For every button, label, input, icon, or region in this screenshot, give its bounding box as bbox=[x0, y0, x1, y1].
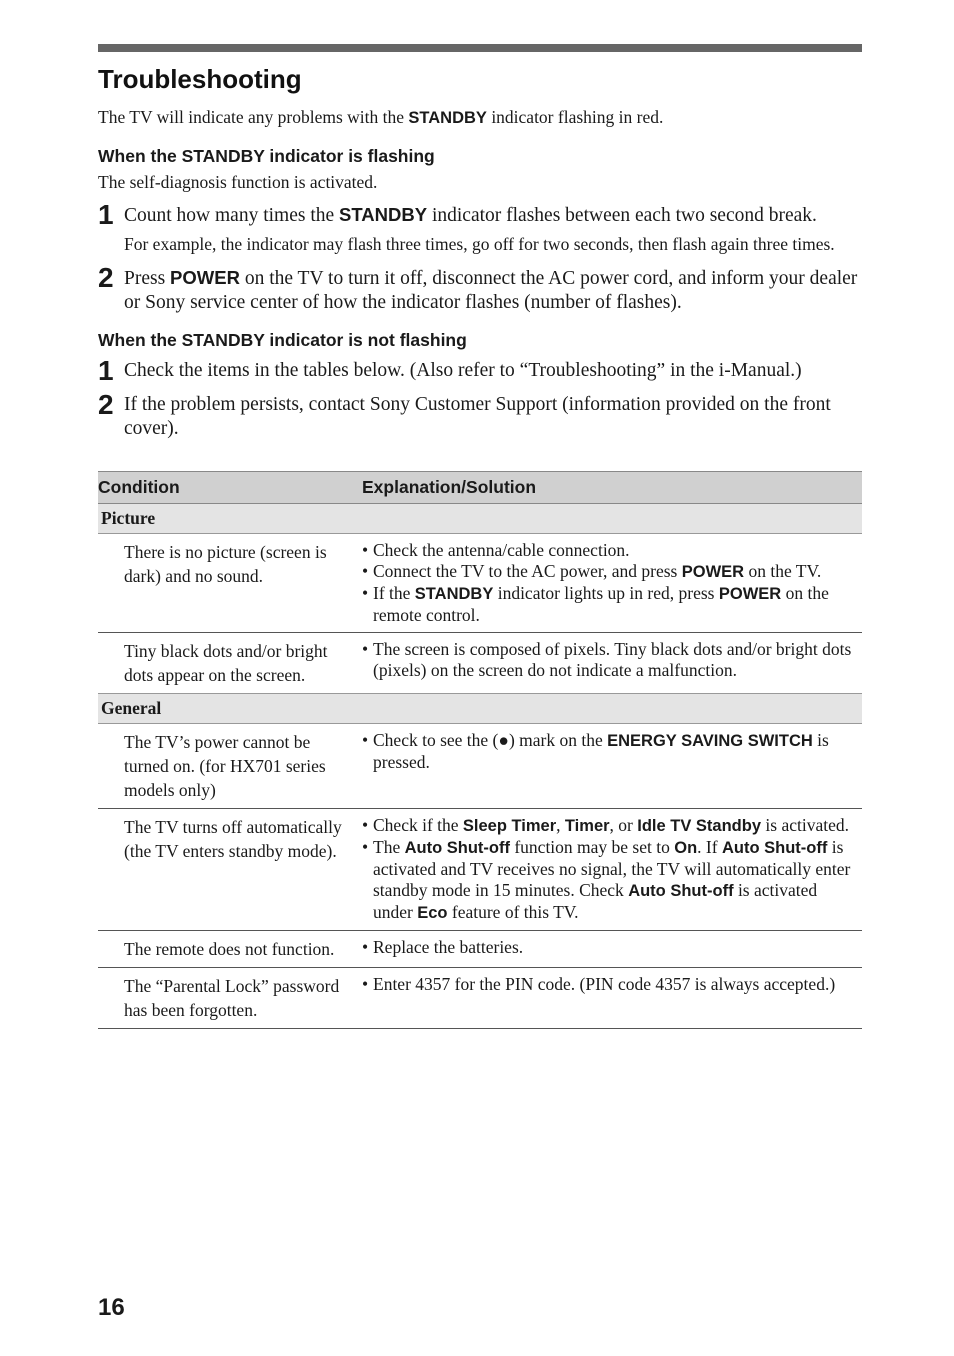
circle-mark-icon: ● bbox=[498, 730, 509, 750]
column-header-condition: Condition bbox=[98, 472, 350, 504]
page bbox=[98, 44, 862, 1029]
condition-cell: Tiny black dots and/or bright dots appear on the screen. bbox=[124, 641, 328, 685]
solution-bullet: • Enter 4357 for the PIN code. (PIN code 4357 is always accepted.) bbox=[362, 974, 858, 995]
flashing-step-2 bbox=[98, 262, 862, 315]
solution-bullet: • Check to see the (●) mark on the ENERGY SAVING SWITCH is pressed. bbox=[362, 730, 858, 773]
step-number: 2 bbox=[98, 262, 114, 293]
condition-cell: The remote does not function. bbox=[98, 931, 350, 968]
page-title: Troubleshooting bbox=[98, 64, 302, 94]
condition-cell: There is no picture (screen is dark) and no sound. bbox=[98, 534, 350, 633]
heading-flashing: When the STANDBY indicator is flashing bbox=[98, 146, 435, 166]
solution-cell bbox=[350, 724, 862, 809]
solution-cell bbox=[350, 633, 862, 694]
section-label: General bbox=[98, 694, 862, 724]
table-row bbox=[98, 931, 862, 968]
solution-bullet: • Check the antenna/cable connection. bbox=[362, 540, 858, 561]
step-text: Press POWER on the TV to turn it off, disconnect the AC power cord, and inform your dealer or Sony service center of how the indicator flashes (number of flashes). bbox=[124, 267, 858, 313]
condition-cell: The TV turns off automatically (the TV enters standby mode). bbox=[98, 809, 350, 931]
table-row bbox=[98, 968, 862, 1029]
step-text: If the problem persists, contact Sony Customer Support (information provided on the front cover). bbox=[124, 394, 831, 439]
flashing-subtext: The self-diagnosis function is activated. bbox=[98, 172, 378, 192]
section-row-general bbox=[98, 694, 862, 724]
top-rule bbox=[98, 44, 862, 52]
condition-cell: The “Parental Lock” password has been forgotten. bbox=[98, 968, 350, 1029]
table-header-row bbox=[98, 472, 862, 504]
step-text: Count how many times the STANDBY indicator flashes between each two second break. bbox=[124, 204, 817, 226]
table-row bbox=[98, 724, 862, 809]
heading-not-flashing: When the STANDBY indicator is not flashing bbox=[98, 330, 467, 350]
table-row bbox=[98, 633, 862, 694]
not-flashing-step-2 bbox=[98, 389, 862, 441]
step-number: 1 bbox=[98, 199, 114, 230]
solution-bullet: • If the STANDBY indicator lights up in red, press POWER on the remote control. bbox=[362, 583, 858, 626]
table-row bbox=[98, 809, 862, 931]
page-number: 16 bbox=[98, 1294, 125, 1321]
solution-bullet: • Connect the TV to the AC power, and press POWER on the TV. bbox=[362, 561, 858, 583]
condition-cell: The TV’s power cannot be turned on. (for HX701 series models only) bbox=[98, 724, 350, 809]
troubleshooting-table bbox=[98, 471, 862, 1029]
solution-cell bbox=[350, 809, 862, 931]
solution-bullet: • Replace the batteries. bbox=[362, 937, 858, 958]
not-flashing-step-1 bbox=[98, 355, 862, 386]
section-label: Picture bbox=[98, 504, 862, 534]
step-text: Check the items in the tables below. (Also refer to “Troubleshooting” in the i-Manual.) bbox=[124, 360, 802, 381]
solution-bullet: • Check if the Sleep Timer, Timer, or Idle TV Standby is activated. bbox=[362, 815, 858, 837]
section-row-picture bbox=[98, 504, 862, 534]
solution-cell bbox=[350, 534, 862, 633]
step-number: 1 bbox=[98, 355, 114, 386]
solution-cell bbox=[350, 968, 862, 1029]
table-row bbox=[98, 534, 862, 633]
column-header-solution: Explanation/Solution bbox=[350, 472, 862, 504]
intro-text: The TV will indicate any problems with the STANDBY indicator flashing in red. bbox=[98, 107, 664, 127]
solution-cell bbox=[350, 931, 862, 968]
step-number: 2 bbox=[98, 389, 114, 420]
step-note: For example, the indicator may flash three times, go off for two seconds, then flash again three times. bbox=[124, 234, 835, 254]
flashing-step-1 bbox=[98, 199, 862, 256]
solution-bullet: • The screen is composed of pixels. Tiny black dots and/or bright dots (pixels) on the screen do not indicate a malfunction. bbox=[362, 639, 858, 681]
solution-bullet: • The Auto Shut-off function may be set to On. If Auto Shut-off is activated and TV receives no signal, the TV will automatically enter standby mode in 15 minutes. Check Auto Shut-off is activated under Eco feature of this TV. bbox=[362, 837, 858, 924]
